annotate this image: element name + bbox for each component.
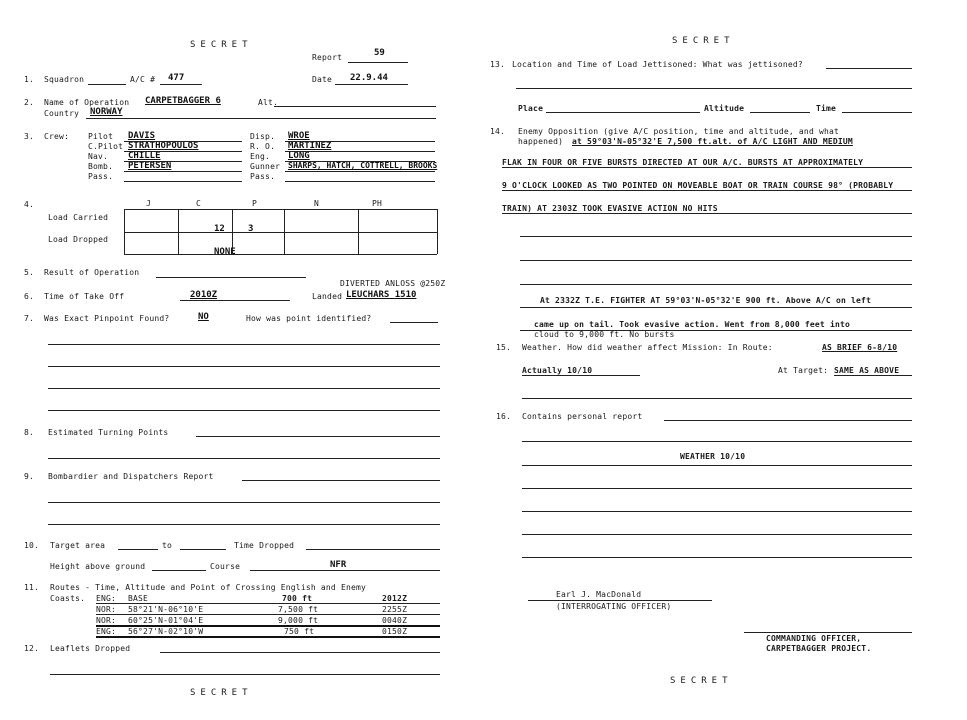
commanding-officer: COMMANDING OFFICER, bbox=[766, 634, 862, 643]
route-alt-4: 750 ft bbox=[284, 627, 315, 636]
target-to-label: to bbox=[162, 541, 173, 550]
gunner-line bbox=[285, 171, 435, 172]
ac-line bbox=[160, 84, 202, 85]
nav-role: Nav. bbox=[88, 152, 109, 161]
enemy-rule-4 bbox=[520, 236, 912, 237]
copilot-name: STRATHOPOULOS bbox=[128, 141, 199, 151]
actually-line bbox=[522, 375, 640, 376]
enemy-label-2: happened) bbox=[518, 137, 564, 146]
gunner-names: SHARPS, HATCH, COTTRELL, BROOKS bbox=[288, 161, 438, 170]
disp-name: WROE bbox=[288, 131, 310, 141]
dispatchers-label: Bombardier and Dispatchers Report bbox=[48, 472, 214, 481]
date-label: Date bbox=[312, 75, 333, 84]
course-label: Course bbox=[210, 562, 241, 571]
q7-line-4 bbox=[48, 410, 440, 411]
takeoff-label: Time of Take Off bbox=[44, 292, 125, 301]
ac-label: A/C # bbox=[130, 75, 156, 84]
time-dropped-line bbox=[306, 549, 440, 550]
table-v3 bbox=[284, 209, 285, 254]
target-to-line bbox=[180, 549, 226, 550]
pilot-role: Pilot bbox=[88, 132, 114, 141]
eng-line bbox=[285, 161, 435, 162]
q9-line-2 bbox=[48, 502, 440, 503]
actually-value: Actually 10/10 bbox=[522, 366, 593, 375]
squadron-line bbox=[88, 84, 126, 85]
carpetbagger-project: CARPETBAGGER PROJECT. bbox=[766, 644, 872, 653]
q4-number: 4. bbox=[24, 200, 35, 209]
height-line bbox=[152, 570, 206, 571]
q10-number: 10. bbox=[24, 541, 40, 550]
copilot-line bbox=[124, 151, 242, 152]
col-ph: PH bbox=[372, 199, 383, 208]
q16-rule-4 bbox=[522, 488, 912, 489]
weather-note: WEATHER 10/10 bbox=[680, 452, 746, 461]
interrogator-signature: Earl J. MacDonald bbox=[556, 590, 642, 599]
enemy-typed-1: at 59°03'N-05°32'E 7,500 ft.alt. of A/C LIGHT AND MEDIUM bbox=[572, 137, 853, 146]
squadron-label: Squadron bbox=[44, 75, 85, 84]
route-tag-2: NOR: bbox=[96, 605, 117, 614]
enemy-rule-2 bbox=[502, 190, 912, 191]
jettisoned-label: Location and Time of Load Jettisoned: What was jettisoned? bbox=[512, 60, 803, 69]
jettison-line-2 bbox=[516, 88, 912, 89]
q1-number: 1. bbox=[24, 75, 35, 84]
target-area-label: Target area bbox=[50, 541, 106, 550]
q12-number: 12. bbox=[24, 644, 40, 653]
crew-label: Crew: bbox=[44, 132, 70, 141]
takeoff-value: 2010Z bbox=[190, 290, 218, 300]
enemy-line-4: At 2332Z T.E. FIGHTER AT 59°03'N-05°32'E 900 ft. Above A/C on left bbox=[540, 296, 872, 305]
diverted-note: DIVERTED ANLOSS @250Z bbox=[340, 279, 446, 288]
eng-name: LONG bbox=[288, 151, 310, 161]
country-label: Country bbox=[44, 109, 80, 118]
route-line-1 bbox=[96, 603, 440, 604]
q15-number: 15. bbox=[496, 343, 512, 352]
at-target-label: At Target: bbox=[778, 366, 829, 375]
route-alt-1: 700 ft bbox=[282, 594, 313, 603]
col-j: J bbox=[146, 199, 152, 208]
enemy-line-5: came up on tail. Took evasive action. Went from 8,000 feet into bbox=[534, 320, 851, 329]
dropped-none: NONE bbox=[214, 247, 236, 257]
q8-number: 8. bbox=[24, 428, 35, 437]
left-footer-secret: SECRET bbox=[190, 688, 253, 698]
enemy-line-6: cloud to 9,000 ft. No bursts bbox=[534, 330, 675, 339]
route-time-3: 0040Z bbox=[382, 616, 408, 625]
leaflets-label: Leaflets Dropped bbox=[50, 644, 131, 653]
table-v2 bbox=[232, 209, 233, 254]
route-point-2: 58°21'N-06°10'E bbox=[128, 605, 204, 614]
weather-label: Weather. How did weather affect Mission: In Route: bbox=[522, 343, 773, 352]
q9-line-3 bbox=[48, 524, 440, 525]
height-label: Height above ground bbox=[50, 562, 146, 571]
jettison-line-1 bbox=[826, 68, 912, 69]
altitude-label: Altitude bbox=[704, 104, 745, 113]
pinpoint-label: Was Exact Pinpoint Found? bbox=[44, 314, 170, 323]
eng-role: Eng. bbox=[250, 152, 271, 161]
turning-points-label: Estimated Turning Points bbox=[48, 428, 169, 437]
enemy-rule-3 bbox=[502, 213, 912, 214]
result-label: Result of Operation bbox=[44, 268, 140, 277]
ro-name: MARTINEZ bbox=[288, 141, 332, 151]
route-line-2 bbox=[96, 614, 440, 615]
enemy-line-1: FLAK IN FOUR OR FIVE BURSTS DIRECTED AT OUR A/C. BURSTS AT APPROXIMATELY bbox=[502, 158, 864, 167]
leaflets-line-2 bbox=[50, 674, 440, 675]
target-from-line bbox=[118, 549, 158, 550]
q6-number: 6. bbox=[24, 292, 35, 301]
enemy-line-3: TRAIN) AT 2303Z TOOK EVASIVE ACTION NO HITS bbox=[502, 204, 718, 213]
route-weather-value: AS BRIEF 6-8/10 bbox=[822, 343, 898, 352]
route-tag-1: ENG: bbox=[96, 594, 117, 603]
pilot-line bbox=[124, 141, 242, 142]
place-label: Place bbox=[518, 104, 544, 113]
q16-rule-3 bbox=[522, 465, 912, 466]
nav-line bbox=[124, 161, 242, 162]
enemy-rule-6 bbox=[520, 284, 912, 285]
q7-number: 7. bbox=[24, 314, 35, 323]
takeoff-line bbox=[180, 300, 290, 301]
route-time-4: 0150Z bbox=[382, 627, 408, 636]
course-value: NFR bbox=[330, 560, 347, 570]
load-dropped-label: Load Dropped bbox=[48, 235, 109, 244]
enemy-rule-8 bbox=[520, 330, 912, 331]
enemy-line-2: 9 O'CLOCK LOOKED AS TWO POINTED ON MOVEABLE BOAT OR TRAIN COURSE 98° (PROBABLY bbox=[502, 181, 894, 190]
date-line bbox=[335, 84, 408, 85]
pass-line-left bbox=[124, 181, 242, 182]
alt-label: Alt. bbox=[258, 98, 279, 107]
enemy-label: Enemy Opposition (give A/C position, time and altitude, and what bbox=[518, 127, 840, 136]
interrogator-title: (INTERROGATING OFFICER) bbox=[556, 602, 672, 611]
col-c: C bbox=[196, 199, 202, 208]
disp-role: Disp. bbox=[250, 132, 276, 141]
q8-line-1 bbox=[196, 436, 440, 437]
coasts-label: Coasts. bbox=[50, 594, 86, 603]
route-tag-3: NOR: bbox=[96, 616, 117, 625]
q16-rule-1 bbox=[664, 420, 912, 421]
q2-number: 2. bbox=[24, 98, 35, 107]
route-time-2: 2255Z bbox=[382, 605, 408, 614]
route-point-4: 56°27'N-02°10'W bbox=[128, 627, 204, 636]
q9-line-1 bbox=[242, 480, 440, 481]
q11-number: 11. bbox=[24, 583, 40, 592]
gunner-role: Gunner bbox=[250, 162, 281, 171]
altitude-line bbox=[750, 112, 810, 113]
left-header-secret: SECRET bbox=[190, 40, 253, 50]
report-label: Report bbox=[312, 53, 343, 62]
table-v0 bbox=[124, 209, 125, 254]
commanding-line bbox=[744, 632, 912, 633]
route-alt-3: 9,000 ft bbox=[278, 616, 319, 625]
time-line bbox=[842, 112, 912, 113]
q14-number: 14. bbox=[490, 127, 506, 136]
pass-role-left: Pass. bbox=[88, 172, 114, 181]
report-line bbox=[348, 62, 408, 63]
enemy-rule-7 bbox=[520, 307, 912, 308]
operation-label: Name of Operation bbox=[44, 98, 130, 107]
report-number: 59 bbox=[374, 48, 385, 58]
time-label: Time bbox=[816, 104, 837, 113]
q16-number: 16. bbox=[496, 412, 512, 421]
table-v5 bbox=[437, 209, 438, 254]
q16-rule-7 bbox=[522, 557, 912, 558]
route-time-1: 2012Z bbox=[382, 594, 408, 603]
col-n: N bbox=[314, 199, 320, 208]
bomb-line bbox=[124, 171, 242, 172]
course-line bbox=[250, 570, 440, 571]
pilot-name: DAVIS bbox=[128, 131, 156, 141]
result-line bbox=[156, 277, 306, 278]
bomb-name: PETERSEN bbox=[128, 161, 172, 171]
q7-line-3 bbox=[48, 388, 440, 389]
ac-number: 477 bbox=[168, 73, 185, 83]
date-value: 22.9.44 bbox=[350, 73, 388, 83]
table-top bbox=[124, 209, 437, 210]
routes-label: Routes - Time, Altitude and Point of Crossing English and Enemy bbox=[50, 583, 367, 592]
table-v4 bbox=[358, 209, 359, 254]
signature-line bbox=[528, 600, 712, 601]
route-tag-4: ENG: bbox=[96, 627, 117, 636]
table-mid bbox=[124, 232, 437, 233]
right-header-secret: SECRET bbox=[672, 36, 735, 46]
col-p: P bbox=[252, 199, 258, 208]
pass-role-right: Pass. bbox=[250, 172, 276, 181]
route-point-1: BASE bbox=[128, 594, 149, 603]
q8-line-2 bbox=[48, 458, 440, 459]
right-footer-secret: SECRET bbox=[670, 676, 733, 686]
q16-rule-2 bbox=[522, 441, 912, 442]
ro-line bbox=[285, 151, 435, 152]
q15-rule bbox=[522, 398, 912, 399]
route-point-3: 60°25'N-01°04'E bbox=[128, 616, 204, 625]
country-value: NORWAY bbox=[90, 107, 123, 117]
landed-value: LEUCHARS 1510 bbox=[346, 290, 417, 300]
pinpoint-value: NO bbox=[198, 312, 209, 322]
leaflets-line-1 bbox=[160, 652, 440, 653]
route-line-3 bbox=[96, 625, 440, 627]
q16-rule-6 bbox=[522, 534, 912, 535]
q7-line-2 bbox=[48, 366, 440, 367]
q5-number: 5. bbox=[24, 268, 35, 277]
identified-label: How was point identified? bbox=[246, 314, 372, 323]
identified-line bbox=[390, 322, 438, 323]
q16-rule-5 bbox=[522, 511, 912, 512]
bomb-role: Bomb. bbox=[88, 162, 114, 171]
route-line-4 bbox=[96, 636, 440, 638]
nav-name: CHILLE bbox=[128, 151, 161, 161]
enemy-rule-1 bbox=[502, 167, 912, 168]
country-line bbox=[86, 118, 436, 119]
q13-number: 13. bbox=[490, 60, 506, 69]
table-v1 bbox=[178, 209, 179, 254]
table-bottom bbox=[124, 254, 437, 255]
q7-line-1 bbox=[48, 344, 440, 345]
q3-number: 3. bbox=[24, 132, 35, 141]
load-carried-label: Load Carried bbox=[48, 213, 109, 222]
disp-line bbox=[285, 141, 435, 142]
carried-p: 3 bbox=[248, 224, 254, 234]
enemy-rule-5 bbox=[520, 260, 912, 261]
place-line bbox=[546, 112, 700, 113]
personal-report-label: Contains personal report bbox=[522, 412, 643, 421]
pass-line-right bbox=[285, 181, 435, 182]
q9-number: 9. bbox=[24, 472, 35, 481]
operation-value: CARPETBAGGER 6 bbox=[145, 96, 221, 106]
carried-c: 12 bbox=[214, 224, 225, 234]
ro-role: R. O. bbox=[250, 142, 276, 151]
time-dropped-label: Time Dropped bbox=[234, 541, 295, 550]
route-alt-2: 7,500 ft bbox=[278, 605, 319, 614]
at-target-value: SAME AS ABOVE bbox=[834, 366, 900, 375]
target-line bbox=[834, 375, 912, 376]
landed-label: Landed bbox=[312, 292, 343, 301]
alt-line bbox=[274, 106, 436, 107]
copilot-role: C.Pilot bbox=[88, 142, 124, 151]
